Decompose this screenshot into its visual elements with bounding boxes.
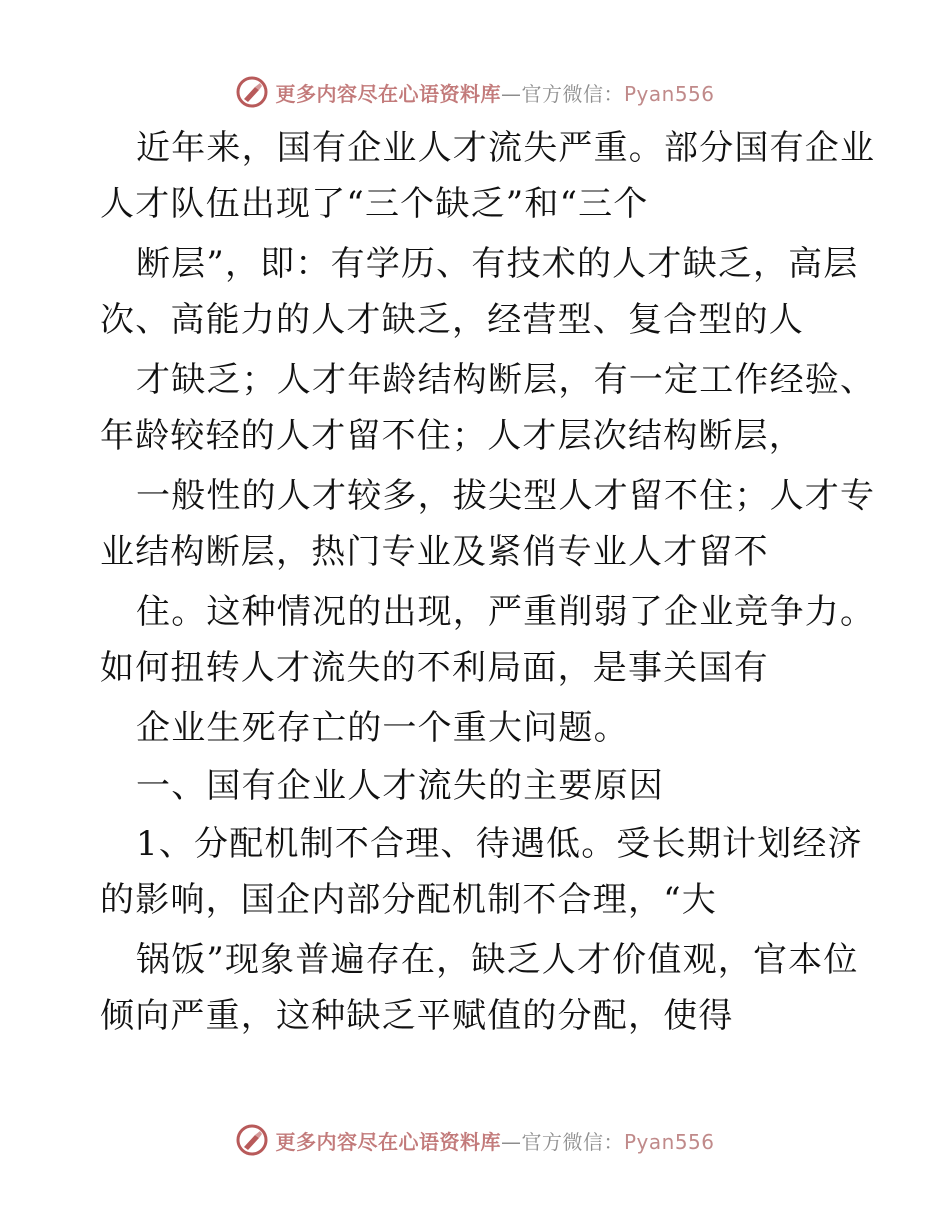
text-line: 人才队伍出现了“三个缺乏”和“三个 xyxy=(100,184,649,224)
watermark-sub: —官方微信： xyxy=(500,81,624,106)
text-line: 次、高能力的人才缺乏，经营型、复合型的人 xyxy=(100,300,804,340)
text-line: 住。这种情况的出现，严重削弱了企业竞争力。 xyxy=(136,592,876,632)
text-line: 才缺乏；人才年龄结构断层，有一定工作经验、 xyxy=(136,360,876,400)
pen-nib-logo-icon xyxy=(235,75,269,109)
pen-nib-logo-icon xyxy=(235,1123,269,1157)
watermark-main: 更多内容尽在心语资料库 xyxy=(275,81,501,106)
watermark-text xyxy=(275,1126,714,1155)
text-line: 倾向严重，这种缺乏平赋值的分配，使得 xyxy=(100,996,734,1036)
footer-watermark xyxy=(0,1120,950,1160)
text-line: 企业生死存亡的一个重大问题。 xyxy=(136,708,629,748)
text-line: 如何扭转人才流失的不利局面，是事关国有 xyxy=(100,648,769,688)
text-line: 一般性的人才较多，拔尖型人才留不住；人才专 xyxy=(136,476,876,516)
watermark-id: Pyan556 xyxy=(623,1129,715,1154)
text-line: 的影响，国企内部分配机制不合理，“大 xyxy=(100,880,717,920)
text-line: 1、分配机制不合理、待遇低。受长期计划经济 xyxy=(136,824,863,864)
text-line: 断层”，即：有学历、有技术的人才缺乏，高层 xyxy=(136,244,859,284)
text-line: 业结构断层，热门专业及紧俏专业人才留不 xyxy=(100,532,769,572)
text-line: 年龄较轻的人才留不住；人才层次结构断层， xyxy=(100,416,804,456)
watermark-sub: —官方微信： xyxy=(500,1129,624,1154)
header-watermark xyxy=(0,72,950,112)
text-line: 近年来，国有企业人才流失严重。部分国有企业 xyxy=(136,128,876,168)
section-heading: 一、国有企业人才流失的主要原因 xyxy=(136,766,664,806)
watermark-id: Pyan556 xyxy=(623,81,715,106)
watermark-main: 更多内容尽在心语资料库 xyxy=(275,1129,501,1154)
text-line: 锅饭”现象普遍存在，缺乏人才价值观，官本位 xyxy=(136,940,859,980)
watermark-text xyxy=(275,78,714,107)
